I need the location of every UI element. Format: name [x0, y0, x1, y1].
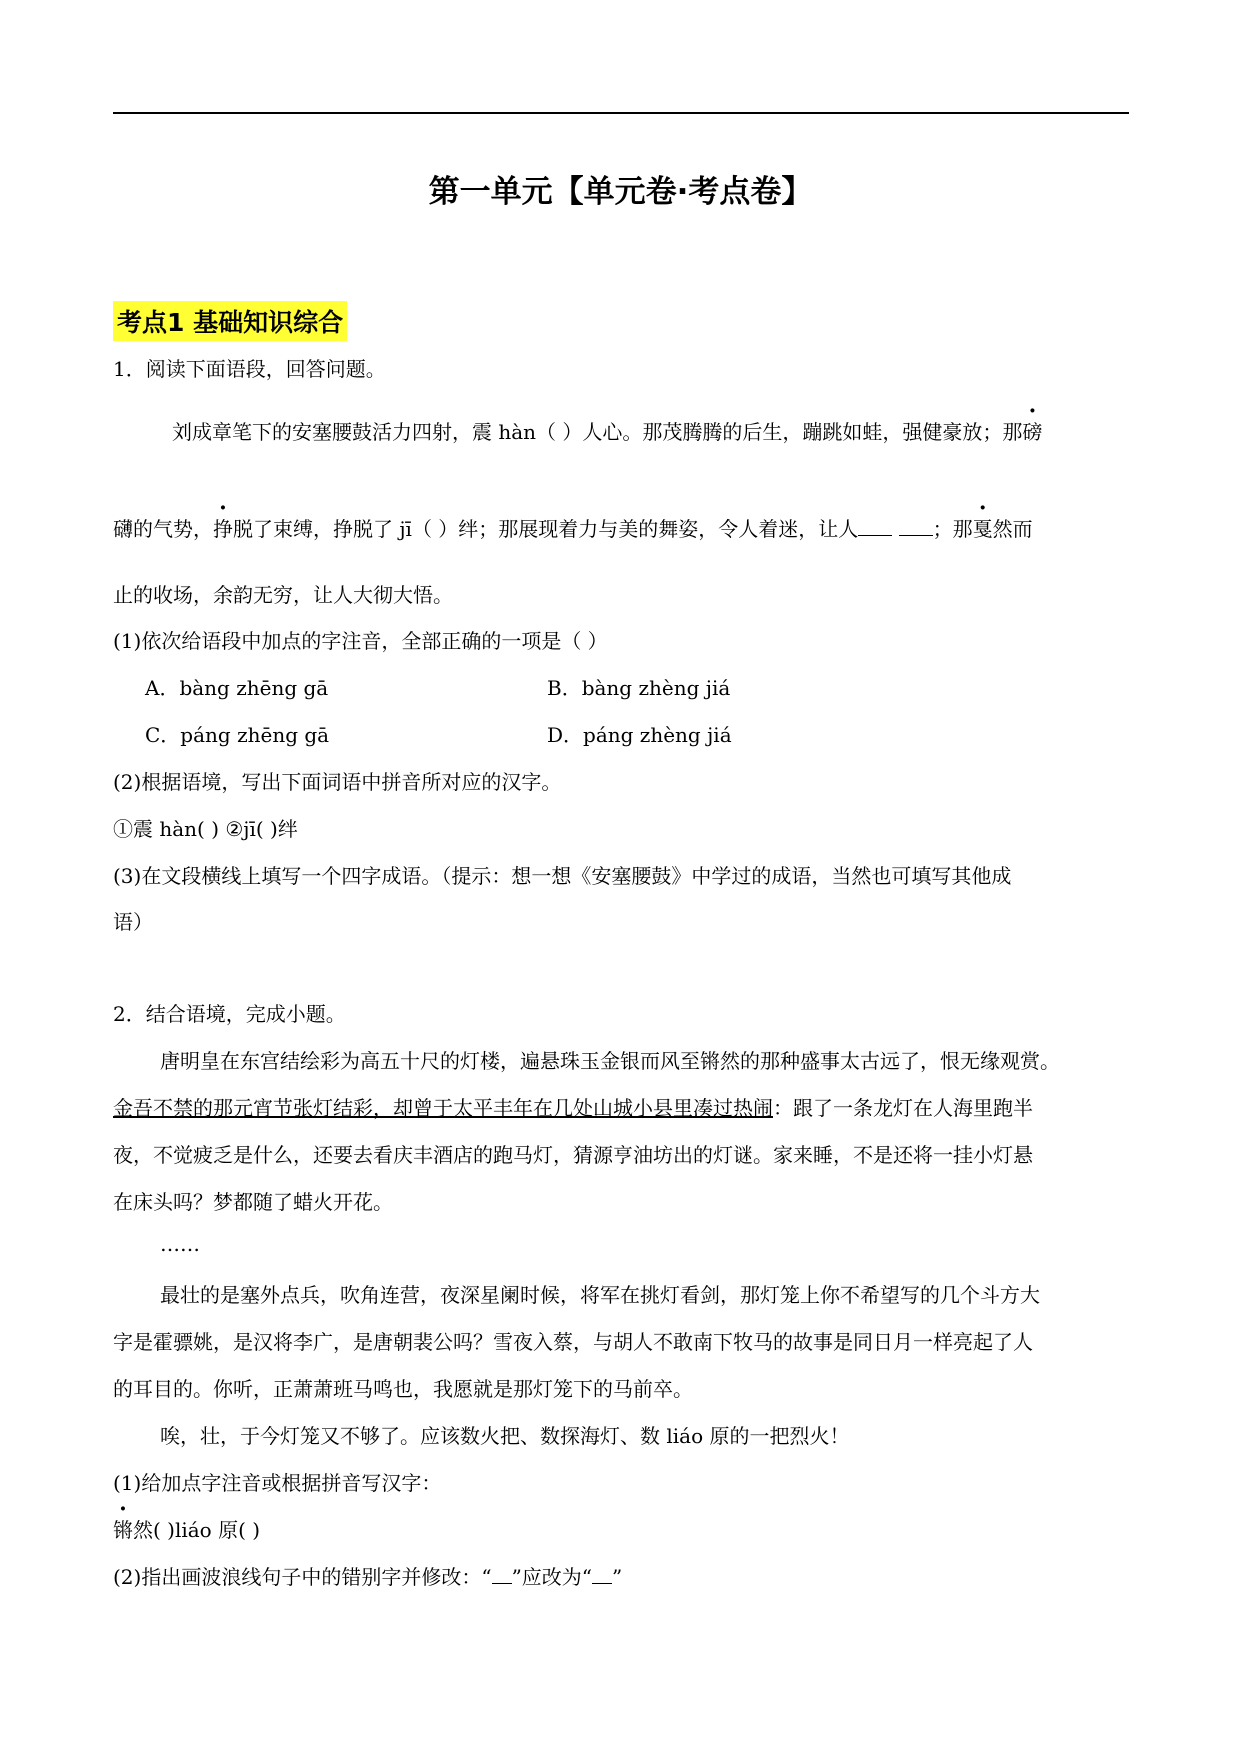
q2-passage-p3-line1: 唉，壮，于今灯笼又不够了。应该数火把、数探海灯、数 liáo 原的一把烈火！: [160, 1424, 850, 1448]
q1-passage-line3: 止的收场，余韵无穷，让人大彻大悟。: [113, 583, 453, 607]
q1-sub2: (2)根据语境，写出下面词语中拼音所对应的汉字。: [113, 770, 562, 794]
q2-passage-line4: 在床头吗？梦都随了蜡火开花。: [113, 1190, 393, 1214]
q2-passage-p2-line1: 最壮的是塞外点兵，吹角连营，夜深星阑时候，将军在挑灯看剑，那灯笼上你不希望写的几个斗方大: [160, 1283, 1040, 1307]
wavy-underlined-sentence: 金吾不禁的那元宵节张灯结彩，却曾于太平丰年在几处山城小县里凑过热闹: [113, 1096, 773, 1120]
q1-sub3-line1: (3)在文段横线上填写一个四字成语。（提示：想一想《安塞腰鼓》中学过的成语，当然也可填写其他成: [113, 864, 1012, 888]
answer-blank[interactable]: [858, 517, 892, 536]
q1-sub1: (1)依次给语段中加点的字注音，全部正确的一项是（ ）: [113, 629, 608, 653]
dotted-char: 戛: [972, 517, 993, 541]
dotted-char: 磅: [1022, 420, 1043, 444]
q2-passage-text: ：跟了一条龙灯在人海里跑半: [773, 1096, 1033, 1120]
dotted-char: 锵: [113, 1518, 133, 1542]
section-heading: 考点1 基础知识综合: [113, 301, 347, 341]
q1-passage-text: 刘成章笔下的安塞腰鼓活力四射，震 hàn（ ）人心。那茂腾腾的后生，蹦跳如蛙，强健豪放；那: [172, 420, 1023, 444]
q2-passage-p2-line2: 字是霍骠姚，是汉将李广，是唐朝裴公吗？雪夜入蔡，与胡人不敢南下牧马的故事是同日月一样亮起了人: [113, 1330, 1033, 1354]
q1-option-d[interactable]: D．páng zhèng jiá: [547, 723, 732, 747]
q2-sub2-text: (2)指出画波浪线句子中的错别字并修改：“: [113, 1565, 492, 1589]
q2-ellipsis: ……: [160, 1232, 200, 1256]
q2-passage-p2-line3: 的耳目的。你听，正萧萧班马鸣也，我愿就是那灯笼下的马前卒。: [113, 1377, 693, 1401]
q1-passage-text: 然而: [992, 517, 1033, 541]
q1-passage-text: ；那: [932, 517, 973, 541]
q2-stem: 2．结合语境，完成小题。: [113, 1002, 346, 1026]
q1-sub2-items: ①震 hàn( ) ②jī( )绊: [113, 817, 298, 841]
q1-option-b[interactable]: B．bàng zhèng jiá: [547, 676, 731, 700]
q1-passage-line1: [172, 416, 1042, 445]
q2-sub2: [113, 1561, 622, 1590]
dotted-char: 挣: [213, 517, 233, 541]
page-title: 第一单元【单元卷·考点卷】: [428, 174, 813, 210]
q2-passage-line1: 唐明皇在东宫结绘彩为高五十尺的灯楼，遍悬珠玉金银而风至锵然的那种盛事太古远了，恨无缘观赏。: [160, 1049, 1060, 1073]
q1-stem: 1．阅读下面语段，回答问题。: [113, 357, 386, 381]
q1-passage-text: 脱了束缚，挣脱了 jī（ ）绊；那展现着力与美的舞姿，令人着迷，让人: [233, 517, 859, 541]
header-rule: [113, 112, 1129, 114]
q2-sub1-items: [113, 1514, 260, 1543]
q1-passage-line2: [113, 513, 1033, 542]
q2-sub1-text: 然( )liáo 原( ): [133, 1518, 261, 1542]
q1-option-c[interactable]: C．páng zhēng gā: [145, 723, 330, 747]
q2-passage-line3: 夜，不觉疲乏是什么，还要去看庆丰酒店的跑马灯，猜源亨油坊出的灯谜。家来睡，不是还将一挂小灯悬: [113, 1143, 1033, 1167]
q2-passage-line2: [113, 1092, 1033, 1121]
answer-blank[interactable]: [592, 1565, 612, 1584]
answer-blank[interactable]: [492, 1565, 512, 1584]
q2-sub2-text: ”应改为“: [511, 1565, 593, 1589]
q1-option-a[interactable]: A．bàng zhēng gā: [145, 676, 329, 700]
q1-passage-text: 礴的气势，: [113, 517, 213, 541]
q2-sub1: (1)给加点字注音或根据拼音写汉字：: [113, 1471, 442, 1495]
answer-blank[interactable]: [899, 517, 933, 536]
q2-sub2-text: ”: [612, 1565, 623, 1589]
q1-sub3-line2: 语）: [113, 910, 153, 934]
